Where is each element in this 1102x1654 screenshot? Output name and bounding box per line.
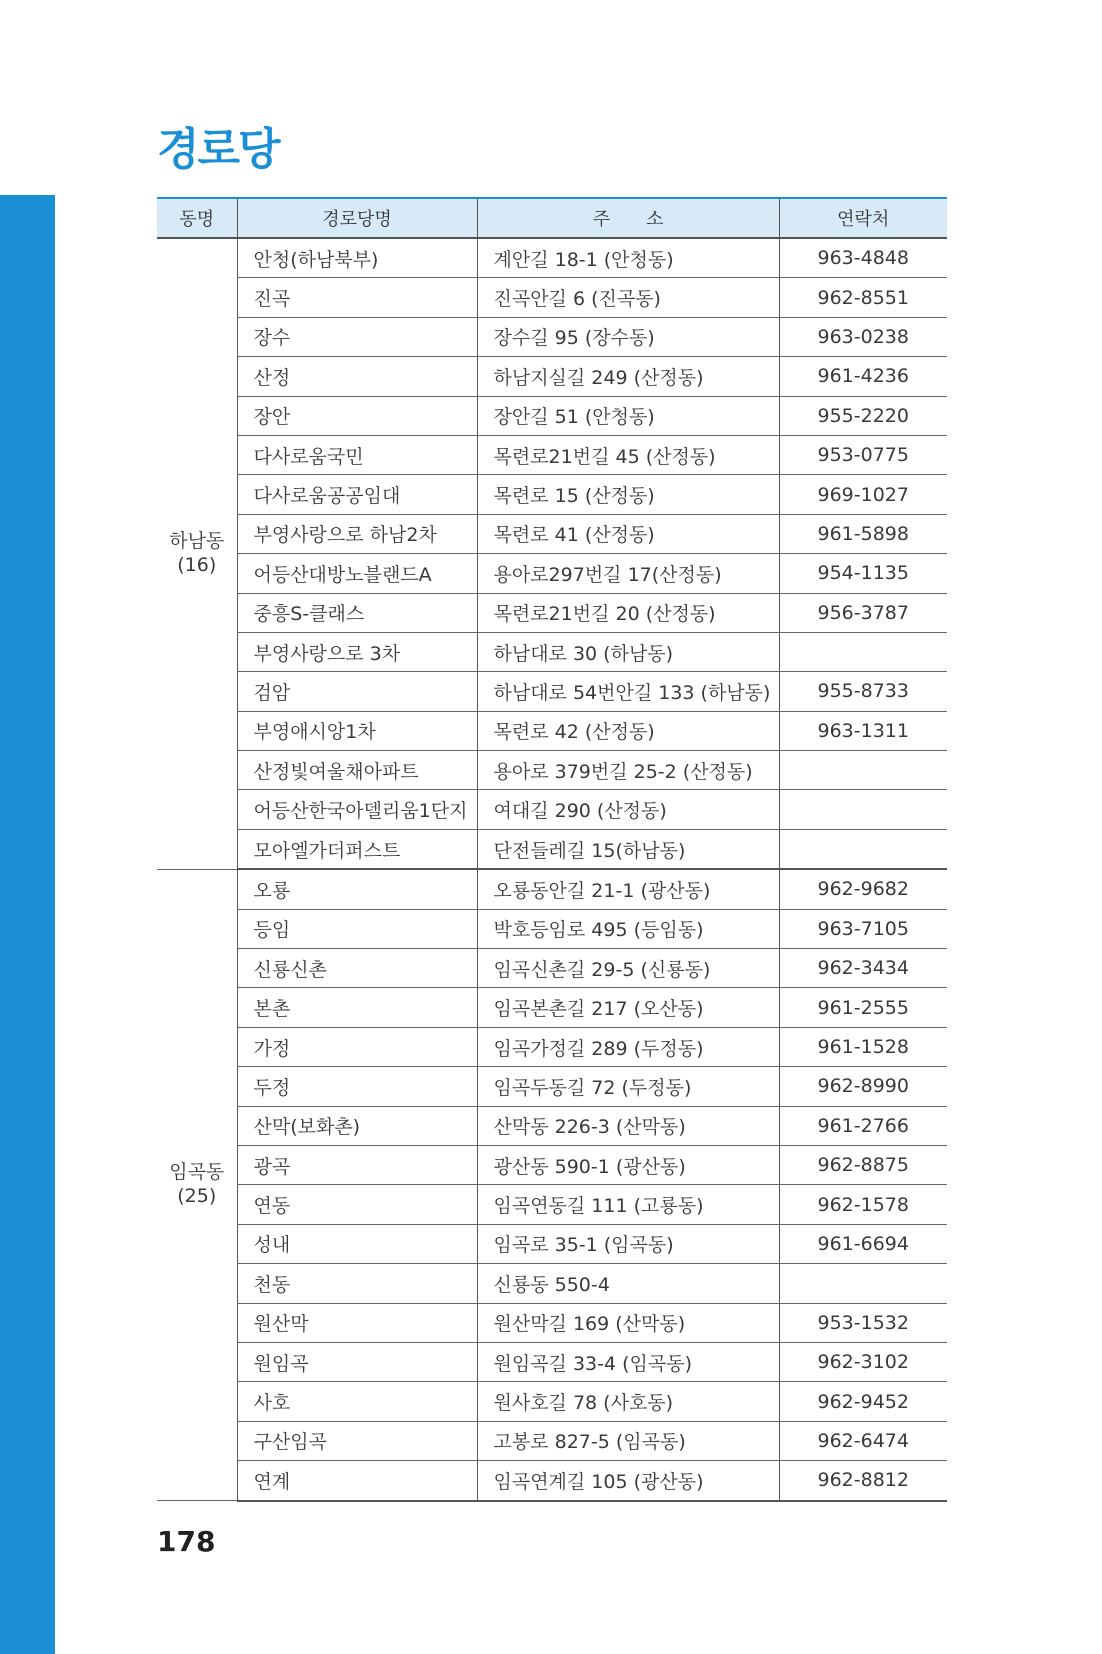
phone-cell: 953-0775 [779,435,947,474]
address-cell: 임곡연동길 111 (고룡동) [477,1185,779,1224]
phone-cell: 955-8733 [779,672,947,711]
address-cell: 단전들레길 15(하남동) [477,829,779,869]
address-cell: 장수길 95 (장수동) [477,317,779,356]
address-cell: 용아로 379번길 25-2 (산정동) [477,751,779,790]
phone-cell [779,751,947,790]
phone-cell: 962-3102 [779,1342,947,1381]
table-row [157,1067,947,1106]
table-row [157,554,947,593]
phone-cell: 963-4848 [779,238,947,278]
center-name-cell: 광곡 [237,1145,477,1184]
phone-cell: 962-3434 [779,949,947,988]
center-name-cell: 등임 [237,909,477,948]
address-cell: 임곡가정길 289 (두정동) [477,1027,779,1066]
table-row [157,317,947,356]
center-name-cell: 장수 [237,317,477,356]
table-row [157,1342,947,1381]
address-cell: 고봉로 827-5 (임곡동) [477,1421,779,1460]
phone-cell: 962-8990 [779,1067,947,1106]
address-cell: 임곡신촌길 29-5 (신룡동) [477,949,779,988]
table-row [157,829,947,869]
table-row [157,790,947,829]
table-row [157,396,947,435]
phone-cell [779,790,947,829]
district-cell [157,869,237,1500]
address-cell: 원임곡길 33-4 (임곡동) [477,1342,779,1381]
address-cell: 신룡동 550-4 [477,1264,779,1303]
table-row [157,1421,947,1460]
phone-cell: 961-1528 [779,1027,947,1066]
address-cell: 목련로21번길 45 (산정동) [477,435,779,474]
phone-cell: 955-2220 [779,396,947,435]
address-cell: 용아로297번길 17(산정동) [477,554,779,593]
address-cell: 하남지실길 249 (산정동) [477,357,779,396]
center-name-cell: 다사로움국민 [237,435,477,474]
address-cell: 임곡연계길 105 (광산동) [477,1461,779,1501]
center-name-cell: 모아엘가더퍼스트 [237,829,477,869]
center-name-cell: 구산임곡 [237,1421,477,1460]
address-cell: 임곡두동길 72 (두정동) [477,1067,779,1106]
address-cell: 계안길 18-1 (안청동) [477,238,779,278]
center-name-cell: 가정 [237,1027,477,1066]
phone-cell: 954-1135 [779,554,947,593]
address-cell: 하남대로 30 (하남동) [477,632,779,671]
center-name-cell: 신룡신촌 [237,949,477,988]
address-cell: 하남대로 54번안길 133 (하남동) [477,672,779,711]
address-cell: 박호등임로 495 (등임동) [477,909,779,948]
phone-cell: 961-5898 [779,514,947,553]
address-cell: 장안길 51 (안청동) [477,396,779,435]
phone-cell [779,1264,947,1303]
table-row [157,238,947,278]
address-cell: 원산막길 169 (산막동) [477,1303,779,1342]
center-name-cell: 안청(하남북부) [237,238,477,278]
phone-cell [779,829,947,869]
district-count: (16) [177,553,217,576]
phone-cell: 963-1311 [779,711,947,750]
center-name-cell: 연계 [237,1461,477,1501]
center-name-cell: 어등산한국아델리움1단지 [237,790,477,829]
table-row [157,909,947,948]
table-row [157,1382,947,1421]
center-name-cell: 부영사랑으로 3차 [237,632,477,671]
table-row [157,869,947,909]
center-name-cell: 원산막 [237,1303,477,1342]
district-name: 하남동 [169,530,225,553]
table-row [157,988,947,1027]
phone-cell: 961-4236 [779,357,947,396]
center-name-cell: 진곡 [237,278,477,317]
center-name-cell: 장안 [237,396,477,435]
center-name-cell: 두정 [237,1067,477,1106]
table-row [157,593,947,632]
phone-cell: 961-2766 [779,1106,947,1145]
header-center-name: 경로당명 [237,198,477,238]
address-cell: 산막동 226-3 (산막동) [477,1106,779,1145]
table-row [157,1185,947,1224]
table-row [157,1303,947,1342]
phone-cell: 961-6694 [779,1224,947,1263]
side-accent-bar [0,195,55,1654]
address-cell: 목련로21번길 20 (산정동) [477,593,779,632]
table-row [157,514,947,553]
phone-cell: 962-8812 [779,1461,947,1501]
table-row [157,1264,947,1303]
center-name-cell: 검암 [237,672,477,711]
table-header-row [157,198,947,238]
phone-cell: 956-3787 [779,593,947,632]
table-row [157,1224,947,1263]
center-name-cell: 다사로움공공임대 [237,475,477,514]
district-count: (25) [177,1184,217,1207]
table-row [157,632,947,671]
table-row [157,1027,947,1066]
phone-cell: 962-9682 [779,869,947,909]
page-title: 경로당 [157,124,279,175]
table-row [157,751,947,790]
address-cell: 광산동 590-1 (광산동) [477,1145,779,1184]
header-address: 주 소 [477,198,779,238]
address-cell: 여대길 290 (산정동) [477,790,779,829]
address-cell: 임곡로 35-1 (임곡동) [477,1224,779,1263]
address-cell: 목련로 15 (산정동) [477,475,779,514]
table-row [157,1145,947,1184]
center-name-cell: 산막(보화촌) [237,1106,477,1145]
center-name-cell: 성내 [237,1224,477,1263]
address-cell: 진곡안길 6 (진곡동) [477,278,779,317]
center-name-cell: 산정 [237,357,477,396]
table-row [157,949,947,988]
phone-cell: 963-0238 [779,317,947,356]
page-number: 178 [157,1525,216,1558]
district-cell [157,238,237,869]
table-row [157,357,947,396]
phone-cell: 962-1578 [779,1185,947,1224]
phone-cell: 962-6474 [779,1421,947,1460]
center-name-cell: 오룡 [237,869,477,909]
table-row [157,672,947,711]
address-cell: 목련로 41 (산정동) [477,514,779,553]
phone-cell: 953-1532 [779,1303,947,1342]
center-name-cell: 원임곡 [237,1342,477,1381]
center-name-cell: 부영사랑으로 하남2차 [237,514,477,553]
address-cell: 목련로 42 (산정동) [477,711,779,750]
center-name-cell: 산정빛여울채아파트 [237,751,477,790]
header-district: 동명 [157,198,237,238]
table-row [157,1106,947,1145]
table-row [157,475,947,514]
phone-cell: 962-8875 [779,1145,947,1184]
phone-cell [779,632,947,671]
phone-cell: 962-8551 [779,278,947,317]
address-cell: 원사호길 78 (사호동) [477,1382,779,1421]
table-row [157,711,947,750]
table-row [157,278,947,317]
address-cell: 오룡동안길 21-1 (광산동) [477,869,779,909]
table-row [157,435,947,474]
phone-cell: 962-9452 [779,1382,947,1421]
address-cell: 임곡본촌길 217 (오산동) [477,988,779,1027]
table-body [157,238,947,1501]
center-name-cell: 연동 [237,1185,477,1224]
center-name-cell: 부영애시앙1차 [237,711,477,750]
phone-cell: 969-1027 [779,475,947,514]
phone-cell: 961-2555 [779,988,947,1027]
header-phone: 연락처 [779,198,947,238]
table-row [157,1461,947,1501]
center-name-cell: 어등산대방노블랜드A [237,554,477,593]
center-name-cell: 사호 [237,1382,477,1421]
senior-center-table [157,197,947,1502]
center-name-cell: 중흥S-클래스 [237,593,477,632]
center-name-cell: 본촌 [237,988,477,1027]
phone-cell: 963-7105 [779,909,947,948]
center-name-cell: 천동 [237,1264,477,1303]
district-name: 임곡동 [169,1161,225,1184]
